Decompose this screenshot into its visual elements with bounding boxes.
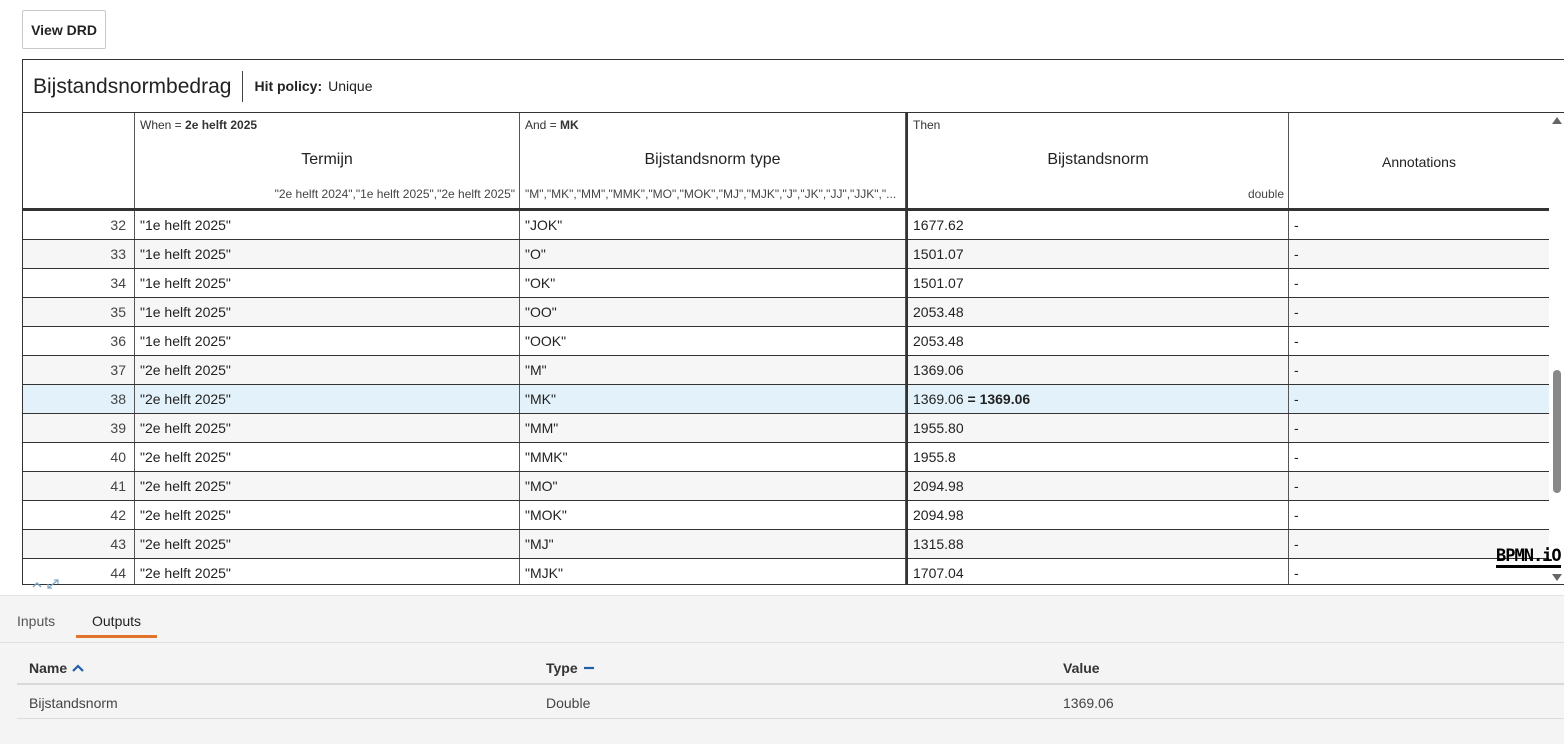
rule-termijn[interactable]: "2e helft 2025" (135, 530, 520, 558)
annotations-label: Annotations (1382, 154, 1456, 170)
rule-row[interactable] (23, 501, 1549, 530)
rule-annotation[interactable]: - (1294, 217, 1299, 233)
rule-annotation[interactable]: - (1294, 391, 1299, 407)
scroll-up-icon[interactable] (1552, 117, 1562, 124)
rule-annotation[interactable]: - (1294, 478, 1299, 494)
rule-row[interactable] (23, 443, 1549, 472)
output-name: Bijstandsnorm (29, 695, 118, 711)
rule-annotation[interactable]: - (1294, 536, 1299, 552)
output-column-bijstandsnorm[interactable] (906, 113, 1289, 208)
rule-index[interactable]: 36 (23, 327, 135, 355)
rule-row[interactable] (23, 559, 1549, 585)
rule-row[interactable] (23, 211, 1549, 240)
decision-table-head (23, 60, 1564, 113)
type-column-header[interactable] (546, 653, 596, 683)
panel-toggle[interactable] (31, 577, 61, 594)
rule-index[interactable]: 39 (23, 414, 135, 442)
hit-policy-label: Hit policy: (254, 78, 323, 94)
rule-index[interactable]: 35 (23, 298, 135, 326)
rule-row[interactable] (23, 385, 1549, 414)
view-drd-button[interactable]: View DRD (22, 10, 106, 49)
rule-type[interactable]: "OK" (520, 269, 906, 297)
type-clause: And = MK (525, 118, 579, 132)
rule-output[interactable] (906, 472, 1289, 500)
hit-policy[interactable] (243, 78, 372, 94)
rule-termijn[interactable]: "2e helft 2025" (135, 356, 520, 384)
rule-annotation[interactable]: - (1294, 420, 1299, 436)
rule-output[interactable] (906, 327, 1289, 355)
rule-index[interactable]: 37 (23, 356, 135, 384)
decision-name[interactable]: Bijstandsnormbedrag (23, 71, 243, 102)
rule-type[interactable]: "OOK" (520, 327, 906, 355)
rule-index[interactable]: 33 (23, 240, 135, 268)
rule-type[interactable]: "MO" (520, 472, 906, 500)
outputs-panel (0, 643, 1564, 744)
table-scrollbar[interactable] (1549, 113, 1564, 585)
rule-termijn[interactable]: "2e helft 2025" (135, 385, 520, 413)
rule-output[interactable] (906, 211, 1289, 239)
rule-row[interactable] (23, 327, 1549, 356)
rule-termijn[interactable]: "1e helft 2025" (135, 269, 520, 297)
rule-termijn[interactable]: "1e helft 2025" (135, 298, 520, 326)
rule-termijn[interactable]: "1e helft 2025" (135, 240, 520, 268)
rule-output[interactable] (906, 269, 1289, 297)
rule-index[interactable]: 44 (23, 559, 135, 585)
rule-output-value: 1707.04 (913, 565, 964, 581)
rule-output[interactable] (906, 240, 1289, 268)
rule-index[interactable]: 32 (23, 211, 135, 239)
name-column-header[interactable] (29, 653, 85, 683)
rule-output-value: 1315.88 (913, 536, 964, 552)
rule-output-value: 1369.06 (913, 391, 964, 407)
expand-icon[interactable] (45, 577, 61, 594)
rule-annotation[interactable]: - (1294, 449, 1299, 465)
rule-output-value: 1955.80 (913, 420, 964, 436)
rule-type[interactable]: "MK" (520, 385, 906, 413)
rule-output-value: 1501.07 (913, 246, 964, 262)
rule-type[interactable]: "JOK" (520, 211, 906, 239)
rule-annotation[interactable]: - (1294, 362, 1299, 378)
rule-index[interactable]: 40 (23, 443, 135, 471)
termijn-allowed-values: "2e helft 2024","1e helft 2025","2e helft 2025" (274, 187, 515, 201)
rule-row[interactable] (23, 530, 1549, 559)
output-label: Bijstandsnorm (1047, 151, 1149, 168)
rule-output[interactable] (906, 414, 1289, 442)
rule-output-value: 1955.8 (913, 449, 956, 465)
rule-row[interactable] (23, 269, 1549, 298)
rule-termijn[interactable]: "2e helft 2025" (135, 472, 520, 500)
rule-type[interactable]: "M" (520, 356, 906, 384)
rule-output-value: 2053.48 (913, 333, 964, 349)
input-column-type[interactable] (520, 113, 906, 208)
rule-annotation[interactable]: - (1294, 246, 1299, 262)
sort-ascending-icon[interactable] (71, 653, 85, 683)
type-label: Bijstandsnorm type (644, 151, 781, 168)
value-column-header[interactable] (1063, 653, 1100, 683)
output-clause: Then (913, 118, 941, 132)
rule-output-value: 2094.98 (913, 507, 964, 523)
type-header-label: Type (546, 660, 578, 676)
rule-type[interactable]: "O" (520, 240, 906, 268)
decision-table (22, 59, 1564, 585)
rule-termijn[interactable]: "1e helft 2025" (135, 211, 520, 239)
rule-type[interactable]: "MOK" (520, 501, 906, 529)
termijn-label: Termijn (301, 151, 353, 168)
scroll-down-icon[interactable] (1552, 574, 1562, 581)
type-allowed-values: "M","MK","MM","MMK","MO","MOK","MJ","MJK","J","JK","JJ","JJK","... (525, 187, 897, 201)
name-header-label: Name (29, 660, 68, 676)
index-header (23, 113, 135, 208)
rule-output[interactable] (906, 385, 1289, 413)
rule-annotation[interactable]: - (1294, 304, 1299, 320)
rule-row[interactable] (23, 472, 1549, 501)
bpmn-io-logo[interactable]: BPMN.iO (1496, 546, 1561, 566)
rule-output[interactable] (906, 443, 1289, 471)
rule-row[interactable] (23, 298, 1549, 327)
output-value: 1369.06 (1063, 695, 1114, 711)
rule-index[interactable]: 42 (23, 501, 135, 529)
result-tabs (0, 595, 1564, 643)
rule-annotation[interactable]: - (1294, 333, 1299, 349)
rule-row[interactable] (23, 356, 1549, 385)
column-header-row (23, 113, 1549, 211)
output-type: Double (546, 695, 591, 711)
rule-output[interactable] (906, 530, 1289, 558)
scrollbar-thumb[interactable] (1553, 370, 1561, 493)
rule-output-value: 1677.62 (913, 217, 964, 233)
rule-output-value: 1369.06 (913, 362, 964, 378)
rule-index[interactable]: 41 (23, 472, 135, 500)
rule-output-value: 2053.48 (913, 304, 964, 320)
rule-type[interactable]: "MM" (520, 414, 906, 442)
outputs-table-header (17, 653, 1564, 685)
rule-annotation[interactable]: - (1294, 275, 1299, 291)
rule-type[interactable]: "MMK" (520, 443, 906, 471)
output-row[interactable] (17, 687, 1564, 719)
rule-type[interactable]: "MJK" (520, 559, 906, 585)
sort-none-icon[interactable] (582, 653, 596, 683)
rule-output-value: 2094.98 (913, 478, 964, 494)
rule-termijn[interactable]: "1e helft 2025" (135, 327, 520, 355)
rule-evaluation-result: = 1369.06 (967, 391, 1031, 407)
rule-termijn[interactable]: "2e helft 2025" (135, 414, 520, 442)
rule-output[interactable] (906, 356, 1289, 384)
rule-termijn[interactable]: "2e helft 2025" (135, 443, 520, 471)
hit-policy-value: Unique (328, 78, 373, 94)
tab-outputs[interactable]: Outputs (76, 596, 157, 638)
value-header-label: Value (1063, 660, 1100, 676)
rule-index[interactable]: 43 (23, 530, 135, 558)
rule-termijn[interactable]: "2e helft 2025" (135, 501, 520, 529)
rule-output-value: 1501.07 (913, 275, 964, 291)
tab-inputs[interactable]: Inputs (17, 613, 56, 629)
rule-index[interactable]: 34 (23, 269, 135, 297)
rule-type[interactable]: "OO" (520, 298, 906, 326)
rule-row[interactable] (23, 240, 1549, 269)
annotations-column[interactable] (1289, 113, 1549, 208)
rule-annotation[interactable]: - (1294, 565, 1299, 581)
rule-annotation[interactable]: - (1294, 507, 1299, 523)
collapse-icon[interactable] (31, 578, 43, 593)
rule-termijn[interactable]: "2e helft 2025" (135, 559, 520, 585)
rule-output[interactable] (906, 501, 1289, 529)
input-column-termijn[interactable] (135, 113, 520, 208)
output-type-ref: double (1247, 187, 1284, 201)
rule-output[interactable] (906, 559, 1289, 585)
rule-index[interactable]: 38 (23, 385, 135, 413)
rule-output[interactable] (906, 298, 1289, 326)
rule-type[interactable]: "MJ" (520, 530, 906, 558)
termijn-clause: When = 2e helft 2025 (140, 118, 258, 132)
rule-row[interactable] (23, 414, 1549, 443)
